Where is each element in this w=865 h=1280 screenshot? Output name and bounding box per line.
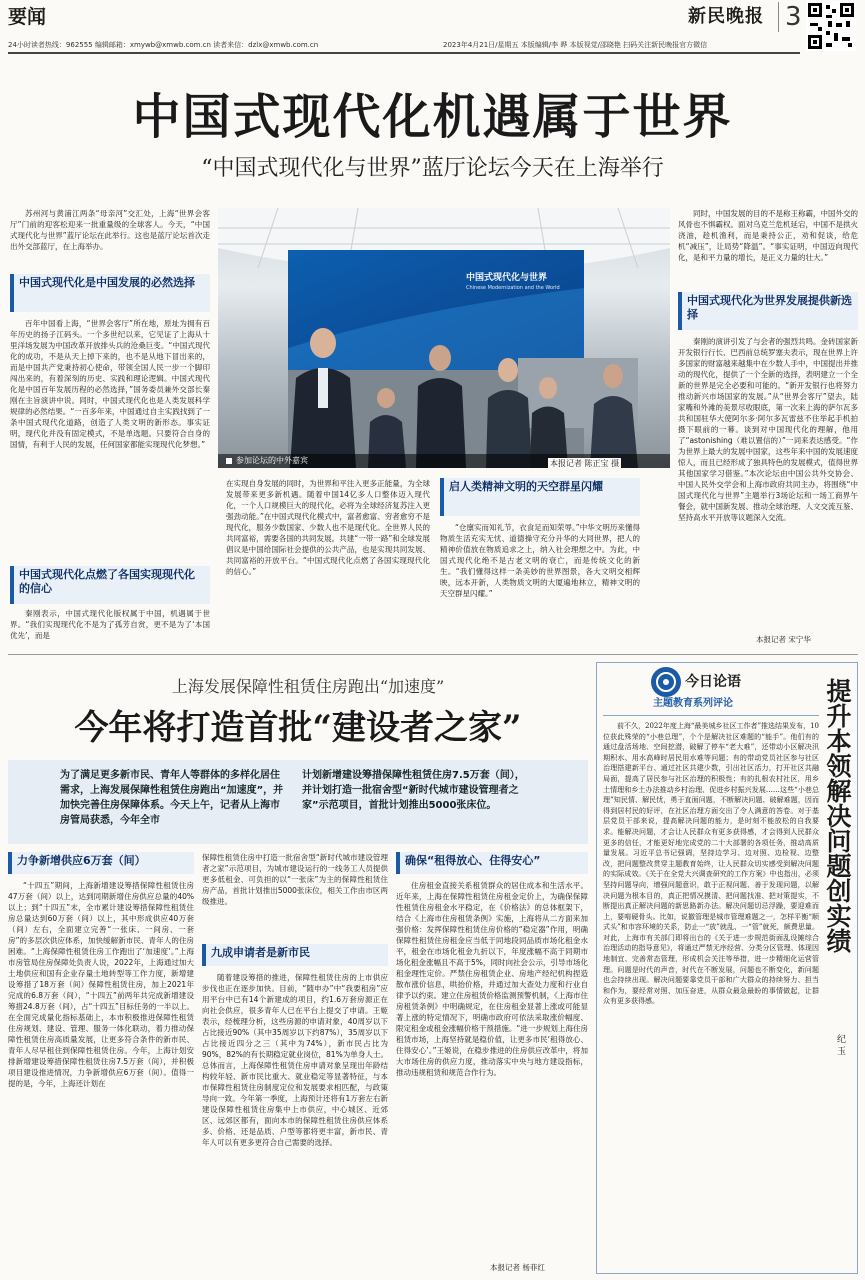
speech-icon (651, 667, 681, 697)
housing-section-heading-1: 力争新增供应6万套（间） (8, 852, 194, 874)
housing-summary-box (8, 760, 588, 844)
masthead-rule (8, 52, 800, 54)
commentary-badge: 今日论语 (685, 674, 741, 690)
lead-bottom-rule (8, 654, 858, 655)
section-heading-1: 中国式现代化是中国发展的必然选择 (10, 274, 210, 312)
commentary-body: 前不久，2022年度上海“最美城乡社区工作者”推选结果发布，10位获此殊荣的“小巷总理”，个个是解决社区难题的“能手”。他们有的通过盘活场地、空间挖潜，破解了停车“老大难”，还带动小区解决汛期积水、用水高峰时居民用水难等问题；有的带动党员社区参与社区治理搭建新平台、通过社区共建少数，引出社区活力，打开社区共融局面，提高了居民参与社区治理的积极性；有的扎根农村社区，用乡土情理和乡土办法推动乡村治理、促进乡村振兴发展……这些“小巷总理”知民情、解民忧，勇于直面问题，不断解决问题、破解难题，因而得到居村民的好评，在社区治理方面交出了令人满意的答卷。对于基层党员干部来说，提高解决问题的能力，是时刻不能放松的自我要求。能解决问题，才会让人民群众有更多获得感，才会得到人民群众更多的信任，才能更好地完成党的二十大部署的各项任务，推动高质量发展。习近平总书记强调，坚持边学习、边对照、边检视、边整改，把问题整改贯穿主题教育始终，让人民群众切实感受到解决问题的实际成效。《关于在全党大兴调查研究的工作方案》中也指出，必须坚持问题导向，增强问题意识，敢于正视问题、善于发现问题，以解决问题为根本目的，真正把情况摸清、把问题找准、把对策提实，不断提出真正解决问题的新思路新办法。解决问题切忌浮躁，要迎难而上，要啃硬骨头。比如，说撤管理是城市管理难题之一，怎样平衡“顺式头”和市容环境的关系，防止一“放”就乱、一“管”就死，颇费思量。对此，上海市有关部门即将出台的《关于进一步规范街面乱设摊综合治理活动的指导意见》，将通过严禁无序经营、分类分区管理、体现因地制宜、完善常态管理，形成机会关注等举措，进一步精细化运营管理。问题是时代的声音，时代在不断发展，问题也不断变化，新问题也会持续出现。解决问题要靠党员干部和广大群众的持续努力、担当和作为，要经常对照、加压奋进，从群众最急最盼的事情做起，让群众有更多获得感。 (603, 722, 819, 1006)
housing-col2-body-2: 随着建设筹措的推进，保障性租赁住房的上市供应步伐也正在逐步加快。目前，“随申办”中“我要租房”应用平台中已有14个新建成的项目，约1.6万套房源正在向社会供应，很多青年人已在平台上提交了申请。王姬表示，经梳理分析，这些房源的申请对象，40周岁以下占比接近90%（其中35周岁以下约87%），35周岁以下占比接近四分之三（其中为74%），新市民占比为90%，82%的有长期稳定就业岗位，81%为单身人士。总体而言，上海保障性租赁住房申请对象呈现出年龄结构较年轻、新市民比重大、就业稳定等显著特征，与本市保障性租赁住房制度定位和发展要求相匹配，与政策导向一致。今年第一季度，上海预计还将有1万套左右新建设保障性租赁住房集中上市供应，中心城区、近郊区、远郊区都有，面向本市的保障性租赁住房供应体系多、价格、还是品质、户型等都将更丰富，新市民、青年人可以有更多更符合自己需要的选择。 (202, 973, 388, 1147)
masthead-contact-line: 24小时读者热线：962555 编辑邮箱：xmywb@xmwb.com.cn 读者来信：dzlx@xmwb.com.cn (8, 41, 319, 49)
section-heading-3: 启人类精神文明的天空群星闪耀 (440, 478, 640, 516)
lead-col2-body: 在实现自身发展的同时，为世界和平注入更多正能量，为全球发展带来更多新机遇。随着中国14亿多人口整体迈入现代化，一个人口规模巨大的现代化，必将为全球经济复苏注入更强劲动能。”在中国式现代化模式中，富者愈富、穷者愈穷不是现代化，服务少数国家、少数人也不是现代化。全世界人民的共同富裕，需要各国的共同发展。共建“一带一路”和全球发展倡议是中国给国际社会提供的公共产品，也是实现共同发展、共同富裕的开放平台。“中国式现代化点燃了各国实现现代化的信心。” (226, 479, 430, 576)
housing-col3-body: 住房租金直接关系租赁群众的居住成本和生活水平。近年来，上海在保障性租赁住房租金定价上，为确保保障性租赁住房租金水平稳定，在《价格法》的总体框架下，结合《上海市住房租赁条例》实施，上海将从二方面来加强价格：发挥保障性租赁住房价格的“稳定器”作用，明确保障性租赁住房租金应当低于同地段同品质市场化租金水平，租金在市场化租金九折以下，年度涨幅不高于同期市场化租金涨幅且不高于5%，同时向社会公示，引导市场化租金理性定价。严禁住房租赁企业、房地产经纪机构捏造散布涨价信息，哄抬价格，并通过加大查处力度和行业自律予以约束。建立住房租赁价格监测预警机制，《上海市住房租赁条例》中明确规定，在住房租金显著上涨或可能显著上涨的特定情况下，明确市政府可依法采取涨价幅度、限定租金或租金涨幅价格干预措施。“进一步规划上海住房租赁市场，上海坚持就是稳价值，让更多市民‘租得放心、住得安心’。”王姬说，在稳步推进的住房供应改革中，将加大市场住房的供应力度，推动落实中央与地方建设指标，推动违规租赁和规范合作行为。 (396, 881, 588, 1077)
screen-subtitle: Chinese Modernization and the World (466, 285, 560, 291)
commentary-box (596, 662, 858, 1274)
housing-headline: 今年将打造首批“建设者之家” (74, 708, 522, 748)
housing-section-heading-2: 九成申请者是新市民 (202, 944, 388, 966)
photo-illustration (218, 208, 670, 468)
qr-code-icon[interactable] (806, 1, 856, 51)
lead-headline: 中国式现代化机遇属于世界 (132, 89, 733, 145)
lead-col4-body-2: 秦刚的演讲引发了与会者的强烈共鸣。金砖国家新开发银行行长、巴西前总统罗塞夫表示，现在世界上许多国家的财富越来越集中在少数人手中，中国提出并推动的现代化，提供了一个全新的选择，表明建立一个全新的世界是完全必要和可能的。“新开发银行也将努力推动新兴市场国家的发展。”从“世界会客厅”望去，陆家嘴和外滩的美景尽收眼底，第一次来上海的萨尔瓦多共和国驻华大使阿尔多·阿尔多瓦雷兹不住举起手机拍摄下眼前的一幕。谈到对中国现代化的理解，他用了“astonishing（难以置信的）”一词来表达感受。“作为世界上最大的发展中国家，这些年来中国的发展速度惊人，而且已经形成了独具特色的发展模式，值得世界其他国家学习借鉴。”本次论坛由中国公共外交协会、中国人民外交学会和上海市政府共同主办，将围绕“中国式现代化与世界”主题举行3场论坛和一场工商界午餐会，就中国新发展、推动全球治理、人文交流互鉴、坚持高水平开放等议题深入交流。 (678, 337, 858, 522)
masthead-date-line: 2023年4月21日/星期五 本版编辑/李 晔 本版视觉/邵晓艳 扫码关注新民晚报官方微信 (443, 41, 708, 49)
lead-col1-body: 百年中国看上海，“世界会客厅”所在地，原址为拥有百年历史的扬子江码头。一个多世纪以来，它见证了上海从十里洋场发展为中国改革开放排头兵的沧桑巨变。“中国式现代化的成功，不是从天上掉下来的，也不是从地下冒出来的，而是中国共产党秉持初心使命，带领全国人民一步一个脚印闯出来的，有着深刻的历史、实践和理论逻辑。中国式现代化是中国百年发展历程的必然选择，”国务委员兼外交部长秦刚在主旨演讲中说。同时，中国式现代化也是人类发展科学规律的必然结果。“一百多年来，中国通过自主实践找到了一条中国式现代化道路，创造了人类文明的新形态。事实证明，现代化并没有固定模式，不是单选题。只要符合自身的国情，有利于人民的发展，任何国家都能实现现代化梦想。” (10, 319, 210, 449)
lead-photo (218, 208, 670, 468)
commentary-author: 纪 玉 (835, 1034, 845, 1055)
lead-intro: 苏州河与黄浦江两条“母亲河”交汇处，上海“世界会客厅”门前的迎客松迎来一批重量级的全球客人。今天，“中国式现代化与世界”蓝厅论坛在此举行。这也是蓝厅论坛首次走出外交部蓝厅，在上海举办。 (10, 209, 210, 251)
lead-col3-body: “仓廪实而知礼节，衣食足而知荣辱。”中华文明历来懂得物质生活充实无忧、道德操守充分升华的大同世界，把人的精神价值放在物质追求之上，纳入社会理想之中。为此，中国式现代化绝不是古老文明的衰亡，而是传统文化的新生。“我们懂得这样一条美妙的世界图景，各大文明交相辉映，远本开新，人类物质文明的大厦遍地林立，精神文明的天空群星闪耀。” (440, 523, 640, 598)
housing-col2-body: 保障性租赁住房中打造一批宿舍型“新时代城市建设管理者之家”示范项目，为城市建设运行的一线务工人员提供更多低租金、可负担的以“一张床”为主的保障性租赁住房产品，首批计划推出5000张床位，相关工作由市区两级推进。 (202, 853, 388, 906)
lead-col4-body: 同时，中国发展的目的不是称王称霸，中国外交的风骨也不惧霸权。面对乌克兰危机延宕，中国不是拱火浇油，趁机渔利，而是秉持公正，劝和促谈，给危机“减压”，让局势“降温”。“事实证明，中国迈向现代化，是和平力量的增长，是正义力量的壮大。” (678, 209, 858, 262)
housing-reporter: 本报记者 杨菲红 (490, 1263, 545, 1272)
housing-kicker: 上海发展保障性租赁住房跑出“加速度” (171, 677, 445, 696)
section-label: 要闻 (8, 6, 47, 28)
housing-section-heading-3: 确保“租得放心、住得安心” (396, 852, 588, 874)
commentary-title: 提升本领解决问题创实绩 (823, 678, 852, 953)
photo-credit: 本报记者 陈正宝 摄 (550, 459, 620, 468)
lead-reporter: 本报记者 宋宁华 (756, 635, 811, 644)
section-heading-2: 中国式现代化点燃了各国实现现代化的信心 (10, 566, 210, 604)
masthead (0, 0, 865, 56)
housing-summary-right: 计划新增建设筹措保障性租赁住房7.5万套（间），并计划打造一批宿舍型“新时代城市建设管理者之家”示范项目，首批计划推出5000张床位。 (302, 770, 525, 811)
commentary-divider (603, 715, 819, 716)
lead-col1-body-2: 秦刚表示，中国式现代化版权属于中国，机遇属于世界。“我们实现现代化不是为了孤芳自赏，更不是为了‘本国优先’，而是 (10, 609, 210, 640)
section-heading-4: 中国式现代化为世界发展提供新选择 (678, 292, 858, 330)
lead-subhead: “中国式现代化与世界”蓝厅论坛今天在上海举行 (201, 156, 664, 181)
photo-caption-marker-icon (226, 458, 232, 464)
screen-title: 中国式现代化与世界 (466, 273, 548, 283)
commentary-series: 主题教育系列评论 (653, 698, 733, 709)
commentary-badge-circle (651, 667, 681, 697)
newspaper-logo: 新民晚报 (688, 6, 764, 27)
housing-summary-left: 为了满足更多新市民、青年人等群体的多样化居住需求，上海发展保障性租赁住房跑出“加速度”，并加快完善住房保障体系。今天上午，记者从上海市房管局获悉，今年全市 (60, 770, 284, 826)
housing-col1-body: “十四五”期间，上海新增建设筹措保障性租赁住房47万套（间）以上，达到同期新增住房供应总量的40%以上；到“十四五”末，全市累计建设筹措保障性租赁住房总量达到60万套（间）以上，其中形成供应40万套（间）左右，全面建立完善“一张床、一间房、一套房”的多层次供应体系，加快缓解新市民、青年人的住房困难。“上海保障性租赁住房工作跑出了‘加速度’。”上海市房管局住房保障处负责人说，2022年，上海通过加大土地供应和国有企业存量土地转型等工作力度，新增建设筹措了18万套（间）保障性租赁住房，加上2021年完成的6.8万套（间），“十四五”前两年共完成新增建设筹措24.8万套（间），占“十四五”目标任务的一半以上。在全面完成量化指标基础上，本市积极推进保障性租赁住房规划、建设、管理、服务一体化联动，着力推动保障性租赁住房高质量发展，让更多符合条件的新市民、青年人尽早租住到保障性租赁住房。今年，上海计划安排新增建设筹措保障性租赁住房7.5万套（间），并积极项目建设推进情况，力争新增供应6万套（间）。值得一提的是，今年，上海还计划在 (8, 881, 194, 1088)
photo-caption: 参加论坛的中外嘉宾 (236, 456, 308, 465)
page-number: 3 (778, 2, 802, 32)
